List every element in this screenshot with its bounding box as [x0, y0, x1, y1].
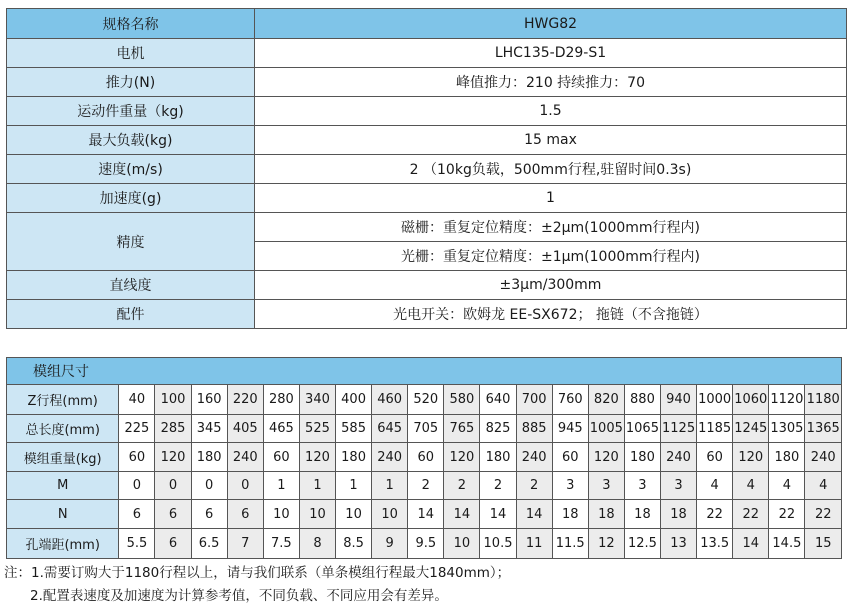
dimension-cell: 640 [480, 385, 516, 415]
dimension-cell: 14.5 [769, 529, 805, 559]
dimension-cell: 15 [805, 529, 842, 559]
dimension-cell: 700 [516, 385, 552, 415]
spec-row-label: 加速度(g) [7, 184, 255, 213]
dimension-cell: 340 [299, 385, 335, 415]
dimension-cell: 13 [661, 529, 697, 559]
dimension-table [6, 357, 842, 559]
dimension-cell: 8.5 [336, 529, 372, 559]
dimension-cell: 14 [444, 500, 480, 529]
table-row [7, 500, 842, 529]
dimension-cell: 1 [299, 472, 335, 500]
spec-header-value: HWG82 [255, 9, 847, 39]
dimension-cell: 120 [299, 443, 335, 472]
dimension-cell: 3 [661, 472, 697, 500]
spec-precision-label: 精度 [7, 213, 255, 271]
dimension-cell: 240 [805, 443, 842, 472]
dimension-cell: 1245 [733, 415, 769, 443]
dimension-cell: 2 [516, 472, 552, 500]
dimension-cell: 13.5 [697, 529, 733, 559]
dimension-row-label: 孔端距(mm) [7, 529, 119, 559]
dimension-cell: 6 [155, 500, 191, 529]
dimension-cell: 180 [769, 443, 805, 472]
dimension-cell: 6 [191, 500, 227, 529]
dimension-cell: 22 [805, 500, 842, 529]
dimension-cell: 4 [805, 472, 842, 500]
dimension-cell: 160 [191, 385, 227, 415]
dimension-cell: 180 [480, 443, 516, 472]
dimension-row-label: M [7, 472, 119, 500]
dimension-cell: 520 [408, 385, 444, 415]
dimension-cell: 10 [263, 500, 299, 529]
dimension-cell: 12 [588, 529, 624, 559]
dimension-cell: 18 [552, 500, 588, 529]
dimension-cell: 14 [733, 529, 769, 559]
dimension-title: 模组尺寸 [7, 358, 842, 385]
dimension-cell: 9.5 [408, 529, 444, 559]
dimension-cell: 585 [336, 415, 372, 443]
dimension-cell: 8 [299, 529, 335, 559]
dimension-cell: 1125 [661, 415, 697, 443]
table-row [7, 415, 842, 443]
dimension-cell: 60 [408, 443, 444, 472]
dimension-cell: 5.5 [119, 529, 155, 559]
dimension-cell: 7.5 [263, 529, 299, 559]
dimension-cell: 10 [299, 500, 335, 529]
spec-row-value: 1 [255, 184, 847, 213]
dimension-cell: 2 [480, 472, 516, 500]
dimension-cell: 3 [588, 472, 624, 500]
dimension-cell: 405 [227, 415, 263, 443]
dimension-cell: 525 [299, 415, 335, 443]
dimension-cell: 120 [155, 443, 191, 472]
dimension-cell: 400 [336, 385, 372, 415]
spec-row-value: 光电开关：欧姆龙 EE-SX672； 拖链（不含拖链） [255, 300, 847, 329]
dimension-cell: 18 [588, 500, 624, 529]
dimension-cell: 1180 [805, 385, 842, 415]
dimension-cell: 1 [263, 472, 299, 500]
dimension-cell: 14 [516, 500, 552, 529]
dimension-cell: 240 [227, 443, 263, 472]
dimension-cell: 580 [444, 385, 480, 415]
dimension-cell: 1185 [697, 415, 733, 443]
dimension-cell: 880 [624, 385, 660, 415]
spec-row-label: 最大负载(kg) [7, 126, 255, 155]
spec-row-label: 速度(m/s) [7, 155, 255, 184]
dimension-cell: 6 [119, 500, 155, 529]
dimension-row-label: N [7, 500, 119, 529]
dimension-cell: 345 [191, 415, 227, 443]
dimension-cell: 10 [372, 500, 408, 529]
dimension-cell: 820 [588, 385, 624, 415]
dimension-cell: 945 [552, 415, 588, 443]
dimension-cell: 18 [624, 500, 660, 529]
dimension-cell: 1365 [805, 415, 842, 443]
dimension-cell: 60 [552, 443, 588, 472]
dimension-row-label: Z行程(mm) [7, 385, 119, 415]
spec-row-label: 配件 [7, 300, 255, 329]
dimension-cell: 220 [227, 385, 263, 415]
dimension-cell: 60 [119, 443, 155, 472]
dimension-cell: 4 [697, 472, 733, 500]
dimension-cell: 1 [372, 472, 408, 500]
dimension-cell: 18 [661, 500, 697, 529]
dimension-cell: 10.5 [480, 529, 516, 559]
spec-precision-optical: 光栅：重复定位精度：±1μm(1000mm行程内) [255, 242, 847, 271]
table-row [7, 443, 842, 472]
dimension-cell: 1060 [733, 385, 769, 415]
dimension-cell: 11 [516, 529, 552, 559]
dimension-cell: 285 [155, 415, 191, 443]
dimension-cell: 240 [516, 443, 552, 472]
spec-row-label: 直线度 [7, 271, 255, 300]
dimension-cell: 14 [480, 500, 516, 529]
dimension-cell: 40 [119, 385, 155, 415]
dimension-cell: 0 [191, 472, 227, 500]
dimension-cell: 1000 [697, 385, 733, 415]
spec-row-label: 推力(N) [7, 68, 255, 97]
table-row [7, 385, 842, 415]
spec-row-value: ±3μm/300mm [255, 271, 847, 300]
dimension-cell: 120 [588, 443, 624, 472]
dimension-cell: 180 [624, 443, 660, 472]
dimension-cell: 22 [697, 500, 733, 529]
dimension-cell: 465 [263, 415, 299, 443]
spec-row-value: 1.5 [255, 97, 847, 126]
dimension-cell: 6 [227, 500, 263, 529]
dimension-cell: 4 [733, 472, 769, 500]
spec-row-value: 15 max [255, 126, 847, 155]
dimension-cell: 645 [372, 415, 408, 443]
note-line-2: 2.配置表速度及加速度为计算参考值，不同负载、不同应用会有差异。 [30, 588, 448, 604]
dimension-cell: 2 [444, 472, 480, 500]
dimension-cell: 825 [480, 415, 516, 443]
dimension-cell: 4 [769, 472, 805, 500]
spec-header-label: 规格名称 [7, 9, 255, 39]
dimension-cell: 1065 [624, 415, 660, 443]
dimension-cell: 3 [624, 472, 660, 500]
spec-table [6, 8, 847, 329]
dimension-cell: 10 [444, 529, 480, 559]
dimension-cell: 1005 [588, 415, 624, 443]
dimension-cell: 280 [263, 385, 299, 415]
dimension-cell: 705 [408, 415, 444, 443]
dimension-cell: 460 [372, 385, 408, 415]
dimension-cell: 6.5 [191, 529, 227, 559]
dimension-cell: 2 [408, 472, 444, 500]
dimension-cell: 1120 [769, 385, 805, 415]
dimension-cell: 60 [263, 443, 299, 472]
dimension-cell: 3 [552, 472, 588, 500]
dimension-cell: 0 [227, 472, 263, 500]
dimension-cell: 14 [408, 500, 444, 529]
dimension-cell: 7 [227, 529, 263, 559]
dimension-cell: 120 [444, 443, 480, 472]
dimension-cell: 180 [336, 443, 372, 472]
dimension-row-label: 模组重量(kg) [7, 443, 119, 472]
dimension-cell: 940 [661, 385, 697, 415]
dimension-cell: 0 [119, 472, 155, 500]
table-row [7, 529, 842, 559]
dimension-cell: 60 [697, 443, 733, 472]
dimension-cell: 760 [552, 385, 588, 415]
spec-row-value: 2 （10kg负载，500mm行程,驻留时间0.3s) [255, 155, 847, 184]
dimension-cell: 1305 [769, 415, 805, 443]
dimension-cell: 180 [191, 443, 227, 472]
dimension-cell: 240 [372, 443, 408, 472]
note-line-1: 注：1.需要订购大于1180行程以上，请与我们联系（单条模组行程最大1840mm）； [4, 565, 511, 581]
dimension-cell: 885 [516, 415, 552, 443]
spec-row-value: 峰值推力：210 持续推力：70 [255, 68, 847, 97]
dimension-cell: 22 [733, 500, 769, 529]
dimension-cell: 765 [444, 415, 480, 443]
dimension-cell: 6 [155, 529, 191, 559]
dimension-cell: 22 [769, 500, 805, 529]
dimension-cell: 12.5 [624, 529, 660, 559]
spec-row-label: 电机 [7, 39, 255, 68]
dimension-cell: 240 [661, 443, 697, 472]
dimension-cell: 0 [155, 472, 191, 500]
dimension-cell: 11.5 [552, 529, 588, 559]
dimension-cell: 100 [155, 385, 191, 415]
spec-row-value: LHC135-D29-S1 [255, 39, 847, 68]
dimension-row-label: 总长度(mm) [7, 415, 119, 443]
dimension-cell: 10 [336, 500, 372, 529]
dimension-cell: 1 [336, 472, 372, 500]
spec-precision-magnetic: 磁栅：重复定位精度：±2μm(1000mm行程内) [255, 213, 847, 242]
spec-row-label: 运动件重量（kg) [7, 97, 255, 126]
dimension-cell: 225 [119, 415, 155, 443]
table-row [7, 472, 842, 500]
dimension-cell: 120 [733, 443, 769, 472]
dimension-cell: 9 [372, 529, 408, 559]
